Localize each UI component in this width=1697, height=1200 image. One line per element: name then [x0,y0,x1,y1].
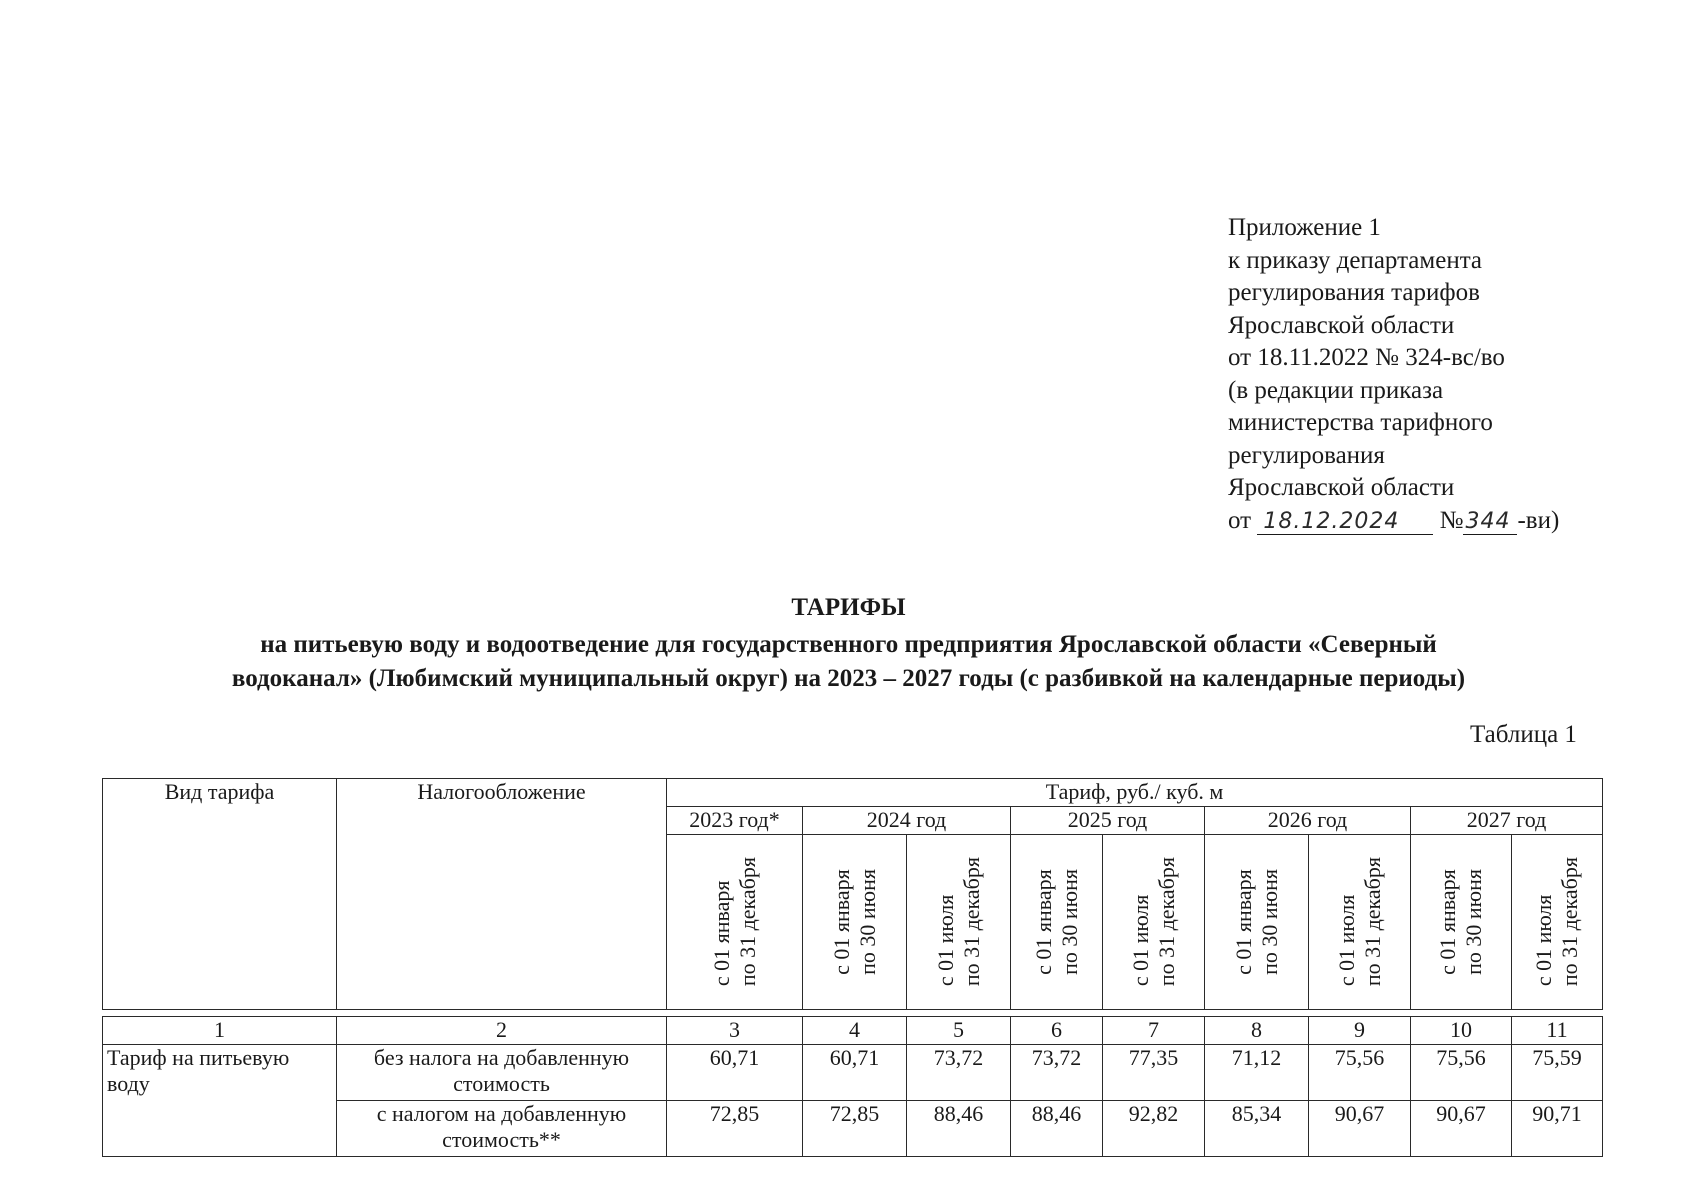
tariff-value: 90,67 [1309,1101,1411,1157]
tariff-table-header [102,778,1603,1010]
tariff-value: 90,71 [1512,1101,1603,1157]
column-number: 4 [803,1017,907,1045]
appendix-line: от 18.11.2022 № 324-вс/во [1228,344,1505,371]
header-period: с 01 января по 31 декабря [667,835,803,1010]
tariff-value: 77,35 [1103,1045,1205,1101]
table-row [103,1045,1603,1101]
tariff-value: 73,72 [907,1045,1011,1101]
header-taxation: Налогообложение [337,779,667,1010]
appendix-line: (в редакции приказа [1228,376,1444,404]
column-number: 5 [907,1017,1011,1045]
column-number: 6 [1011,1017,1103,1045]
header-year: 2025 год [1011,807,1205,835]
document-subtitle-line-1: на питьевую воду и водоотведение для государственного предприятия Ярославской области «Северный [260,631,1437,658]
header-year: 2027 год [1411,807,1603,835]
header-period: с 01 января по 30 июня [1205,835,1309,1010]
tariff-value: 88,46 [1011,1101,1103,1157]
header-year: 2026 год [1205,807,1411,835]
appendix-line: к приказу департамента [1228,246,1483,274]
header-period: с 01 января по 30 июня [803,835,907,1010]
document-subtitle-line-2: водоканал» (Любимский муниципальный округ) на 2023 – 2027 годы (с разбивкой на календарные периоды) [231,665,1466,692]
header-period: с 01 июля по 31 декабря [1103,835,1205,1010]
number-sign: № [1439,506,1464,534]
header-year: 2024 год [803,807,1011,835]
header-period: с 01 января по 30 июня [1411,835,1512,1010]
column-number: 11 [1512,1017,1603,1045]
tariff-value: 60,71 [803,1045,907,1101]
column-number: 3 [667,1017,803,1045]
tariff-value: 72,85 [667,1101,803,1157]
column-number: 10 [1411,1017,1512,1045]
tariff-value: 72,85 [803,1101,907,1157]
tariff-value: 92,82 [1103,1101,1205,1157]
row-taxation: без налога на добавленную стоимость [337,1045,667,1101]
appendix-line: регулирования тарифов [1228,279,1480,306]
tariff-value: 75,56 [1411,1045,1512,1101]
handwritten-date: 18.12.2024 [1257,510,1433,535]
appendix-block [1228,212,1559,537]
column-number: 2 [337,1017,667,1045]
appendix-line: Приложение 1 [1228,214,1381,241]
row-tariff-type: Тариф на питьевую воду [103,1045,337,1157]
tariff-value: 90,67 [1411,1101,1512,1157]
document-heading: ТАРИФЫ [791,594,906,621]
header-period: с 01 июля по 31 декабря [1512,835,1603,1010]
appendix-line: Ярославской области [1228,474,1455,501]
appendix-line: Ярославской области [1228,311,1455,339]
tariff-value: 85,34 [1205,1101,1309,1157]
appendix-line: регулирования [1228,441,1385,469]
appendix-line: министерства тарифного [1228,409,1493,436]
header-period: с 01 июля по 31 декабря [907,835,1011,1010]
handwritten-number: 344 [1463,510,1517,535]
header-year: 2023 год* [667,807,803,835]
tariff-value: 75,56 [1309,1045,1411,1101]
tariff-value: 75,59 [1512,1045,1603,1101]
column-number: 9 [1309,1017,1411,1045]
appendix-prefix: от [1228,506,1252,534]
column-number: 8 [1205,1017,1309,1045]
tariff-value: 73,72 [1011,1045,1103,1101]
tariff-table-body [102,1016,1603,1157]
column-number: 1 [103,1017,337,1045]
tariff-value: 71,12 [1205,1045,1309,1101]
header-tariff-type: Вид тарифа [103,779,337,1010]
column-number: 7 [1103,1017,1205,1045]
appendix-last-line [1228,505,1559,538]
row-taxation: с налогом на добавленную стоимость** [337,1101,667,1157]
header-period: с 01 июля по 31 декабря [1309,835,1411,1010]
appendix-suffix: -ви) [1517,506,1560,534]
header-period: с 01 января по 30 июня [1011,835,1103,1010]
tariff-value: 88,46 [907,1101,1011,1157]
tariff-value: 60,71 [667,1045,803,1101]
header-tariff-group: Тариф, руб./ куб. м [667,779,1603,807]
table-label: Таблица 1 [1470,721,1577,748]
column-number-row [103,1017,1603,1045]
